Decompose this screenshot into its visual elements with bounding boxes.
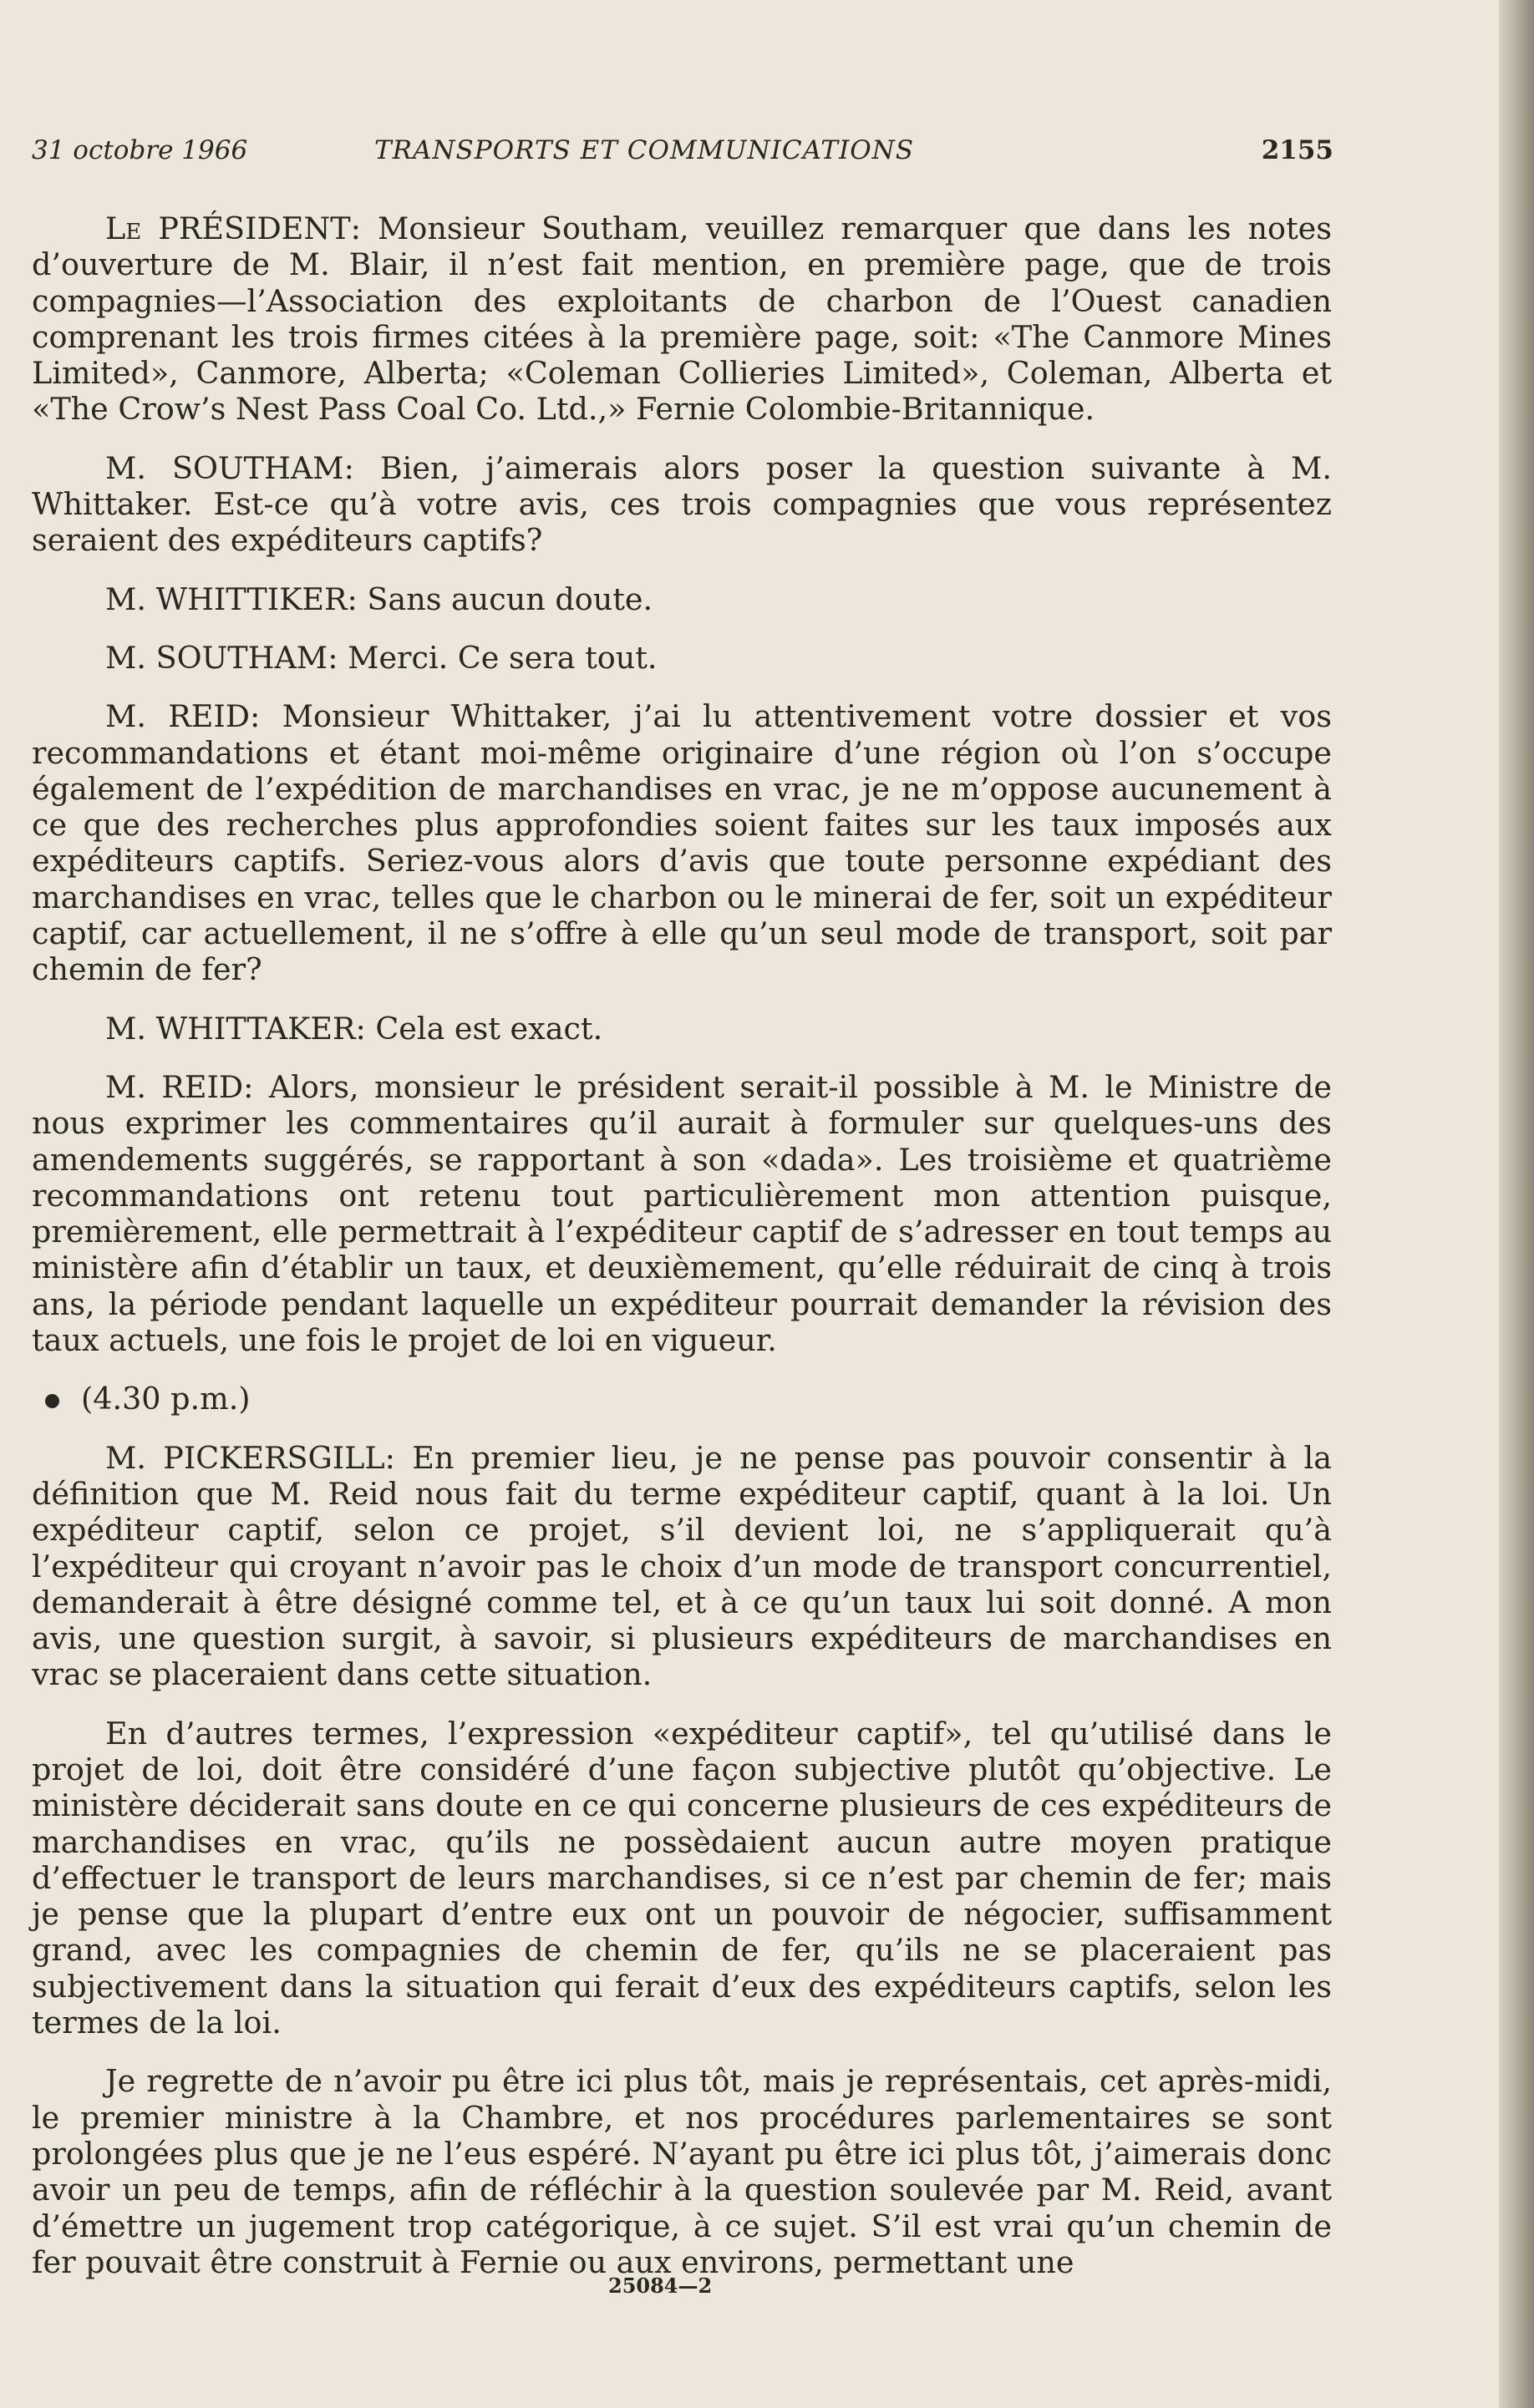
paragraph	[32, 698, 1332, 987]
speaker-name: M. REID	[105, 698, 251, 735]
paragraph	[32, 1440, 1332, 1693]
speaker-name: M. WHITTIKER	[105, 580, 348, 617]
paragraph-text: : En premier lieu, je ne pense pas pouvoir consentir à la définition que M. Reid nous fait du terme expéditeur captif, quant à la loi. Un expéditeur captif, selon ce projet, s’il devient loi, ne s’appliquerait qu’à l’expéditeur qui croyant n’avoir pas le choix d’un mode de transport concurrentiel, demanderait à être désigné comme tel, et à ce qu’un taux lui soit donné. A mon avis, une question surgit, à savoir, si plusieurs expéditeurs de marchandises en vrac se placeraient dans cette situation.	[32, 1439, 1332, 1693]
paragraph-text: : Monsieur Whittaker, j’ai lu attentivement votre dossier et vos recommandations et étant moi-même originaire d’une région où l’on s’occupe également de l’expédition de marchandises en vrac, je ne m’oppose aucunement à ce que des recherches plus approfondies soient faites sur les taux imposés aux expéditeurs captifs. Seriez-vous alors d’avis que toute personne expédiant des marchandises en vrac, telles que le charbon ou le minerai de fer, soit un expéditeur captif, car actuellement, il ne s’offre à elle qu’un seul mode de transport, soit par chemin de fer?	[32, 698, 1332, 988]
speaker-name: M. WHITTAKER	[105, 1010, 356, 1047]
body-text	[32, 210, 1332, 2303]
paragraph-text: : Bien, j’aimerais alors poser la question suivante à M. Whittaker. Est-ce qu’à votre avis, ces trois compagnies que vous représentez seraient des expéditeurs captifs?	[32, 449, 1332, 559]
paragraph-text: : Monsieur Southam, veuillez remarquer que dans les notes d’ouverture de M. Blair, il n’est fait mention, en première page, que de trois compagnies—l’Association des exploitants de charbon de l’Ouest canadien comprenant les trois firmes citées à la première page, soit: «The Canmore Mines Limited», Canmore, Alberta; «Coleman Collieries Limited», Coleman, Alberta et «The Crow’s Nest Pass Coal Co. Ltd.,» Fernie Colombie-Britannique.	[32, 210, 1333, 428]
paragraph	[32, 450, 1332, 559]
paragraph-text: : Merci. Ce sera tout.	[328, 639, 658, 676]
paragraph	[32, 1716, 1332, 2041]
speaker-name: M. SOUTHAM	[105, 639, 328, 676]
paragraph-text: Je regrette de n’avoir pu être ici plus tôt, mais je représentais, cet après-midi, le premier ministre à la Chambre, et nos procédures parlementaires se sont prolongées plus que je ne l’eus espéré. N’ayant pu être ici plus tôt, j’aimerais donc avoir un peu de temps, afin de réfléchir à la question soulevée par M. Reid, avant d’émettre un jugement trop catégorique, à ce sujet. S’il est vrai qu’un chemin de fer pouvait être construit à Fernie ou aux environs, permettant une	[32, 2063, 1332, 2280]
header-date: 31 octobre 1966	[32, 135, 248, 165]
paragraph	[32, 210, 1332, 428]
speaker-name: M. REID	[105, 1068, 244, 1105]
speaker-name: Le PRÉSIDENT	[105, 210, 351, 246]
paragraph	[32, 640, 1332, 676]
paragraph-text: En d’autres termes, l’expression «expéditeur captif», tel qu’utilisé dans le projet de loi, doit être considéré d’une façon subjective plutôt qu’objective. Le ministère déciderait sans doute en ce qui concerne plusieurs de ces expéditeurs de marchandises en vrac, qu’ils ne possèdaient aucun autre moyen pratique d’effectuer le transport de leurs marchandises, si ce n’est par chemin de fer; mais je pense que la plupart d’entre eux ont un pouvoir de négocier, suffisamment grand, avec les compagnies de chemin de fer, qu’ils ne se placeraient pas subjectivement dans la situation qui ferait d’eux des expéditeurs captifs, selon les termes de la loi.	[32, 1715, 1332, 2041]
paragraph-text: : Alors, monsieur le président serait-il possible à M. le Ministre de nous exprimer les commentaires qu’il aurait à formuler sur quelques-uns des amendements suggérés, se rapportant à son «dada». Les troisième et quatrième recommandations ont retenu tout particulièrement mon attention puisque, premièrement, elle permettrait à l’expéditeur captif de s’adresser en tout temps au ministère afin d’établir un taux, et deuxièmement, qu’elle réduirait de cinq à trois ans, la période pendant laquelle un expéditeur pourrait demander la révision des taux actuels, une fois le projet de loi en vigueur.	[32, 1068, 1332, 1359]
speaker-name: M. PICKERSGILL	[105, 1439, 385, 1476]
time-text: (4.30 p.m.)	[81, 1381, 251, 1417]
paragraph	[32, 581, 1332, 617]
running-header	[32, 135, 1333, 177]
speaker-name: M. SOUTHAM	[105, 449, 344, 486]
time-marker	[32, 1381, 1332, 1417]
header-title: TRANSPORTS ET COMMUNICATIONS	[374, 135, 914, 165]
page-number: 2155	[1261, 135, 1333, 165]
paragraph-text: : Cela est exact.	[355, 1010, 603, 1047]
paragraph	[32, 1011, 1332, 1047]
bullet-icon	[45, 1394, 59, 1408]
paragraph-text: : Sans aucun doute.	[347, 580, 653, 617]
page-edge-shadow	[1499, 0, 1534, 2408]
footer-code: 25084—2	[608, 2274, 713, 2298]
paragraph	[32, 2063, 1332, 2280]
paragraph	[32, 1069, 1332, 1358]
